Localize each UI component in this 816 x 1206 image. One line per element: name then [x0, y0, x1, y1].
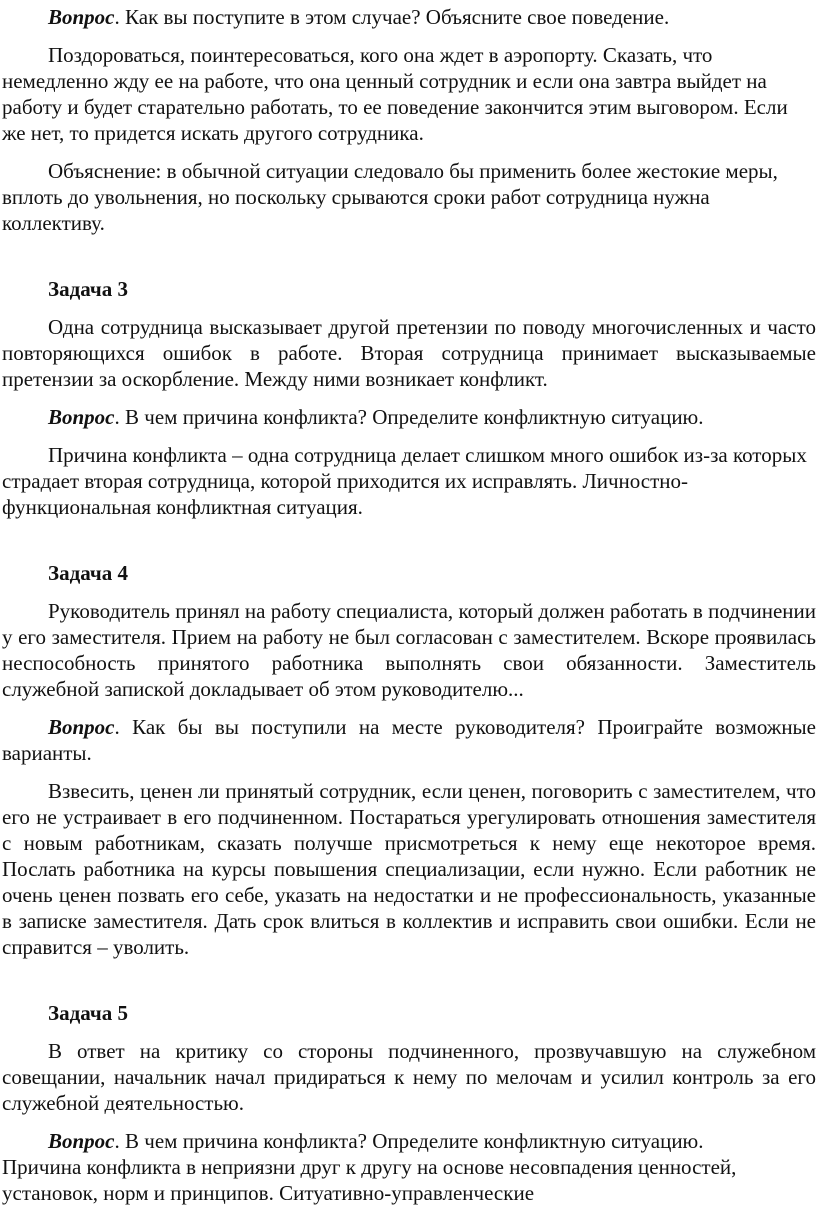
task-3-question: [2, 404, 816, 430]
task-4-answer: Взвесить, ценен ли принятый сотрудник, если ценен, поговорить с заместителем, что его не устраивает в его подчиненном. Постараться урегулировать отношения заместителя с новым работникам, сказать получше присмотреться к нему еще некоторое время. Послать работника на курсы повышения специализации, если нужно. Если работник не очень ценен позвать его себе, указать на недостатки и не профессиональность, указанные в записке заместителя. Дать срок влиться в коллектив и исправить свои ошибки. Если не справится – уволить.: [2, 779, 816, 959]
task-5-body: В ответ на критику со стороны подчиненного, прозвучавшую на служебном совещании, начальник начал придираться к нему по мелочам и усилил контроль за его служебной деятельностью.: [2, 1039, 816, 1115]
question-label: Вопрос: [48, 405, 115, 429]
task-5-answer: Причина конфликта в неприязни друг к другу на основе несовпадения ценностей, установок, норм и принципов. Ситуативно-управленческие: [2, 1155, 737, 1205]
question-label: Вопрос: [48, 5, 115, 29]
task-5-heading: Задача 5: [48, 1001, 128, 1025]
question-label: Вопрос: [48, 1129, 115, 1153]
question-text: . В чем причина конфликта? Определите конфликтную ситуацию.: [114, 405, 704, 429]
explanation-paragraph: Объяснение: в обычной ситуации следовало бы применить более жестокие меры, вплоть до увольнения, но поскольку срываются сроки работ сотрудница нужна коллективу.: [2, 159, 778, 235]
task-3-body: Одна сотрудница высказывает другой претензии по поводу многочисленных и часто повторяющихся ошибок в работе. Вторая сотрудница принимает высказываемые претензии за оскорбление. Между ними возникает конфликт.: [2, 315, 816, 391]
question-label: Вопрос: [48, 715, 115, 739]
question-text: . В чем причина конфликта? Определите конфликтную ситуацию.: [114, 1129, 704, 1153]
task-5-question: [2, 1128, 816, 1154]
task-4-body: Руководитель принял на работу специалиста, который должен работать в подчинении у его заместителя. Прием на работу не был согласован с заместителем. Вскоре проявилась неспособность принятого работника выполнять свои обязанности. Заместитель служебной запиской докладывает об этом руководителю...: [2, 599, 816, 701]
question-text: . Как вы поступите в этом случае? Объясните свое поведение.: [114, 5, 670, 29]
question-text: . Как бы вы поступили на месте руководителя? Проиграйте возможные варианты.: [2, 715, 816, 765]
task-3-answer: Причина конфликта – одна сотрудница делает слишком много ошибок из-за которых страдает вторая сотрудница, которой приходится их исправлять. Личностно-функциональная конфликтная ситуация.: [2, 443, 807, 519]
task-4-question: [2, 714, 816, 766]
question-paragraph: [2, 4, 816, 30]
task-3-heading: Задача 3: [48, 277, 128, 301]
task-4-heading: Задача 4: [48, 561, 128, 585]
answer-paragraph: Поздороваться, поинтересоваться, кого она ждет в аэропорту. Сказать, что немедленно жду ее на работе, что она ценный сотрудник и если она завтра выйдет на работу и будет старательно работать, то ее поведение закончится этим выговором. Если же нет, то придется искать другого сотрудника.: [2, 43, 788, 145]
